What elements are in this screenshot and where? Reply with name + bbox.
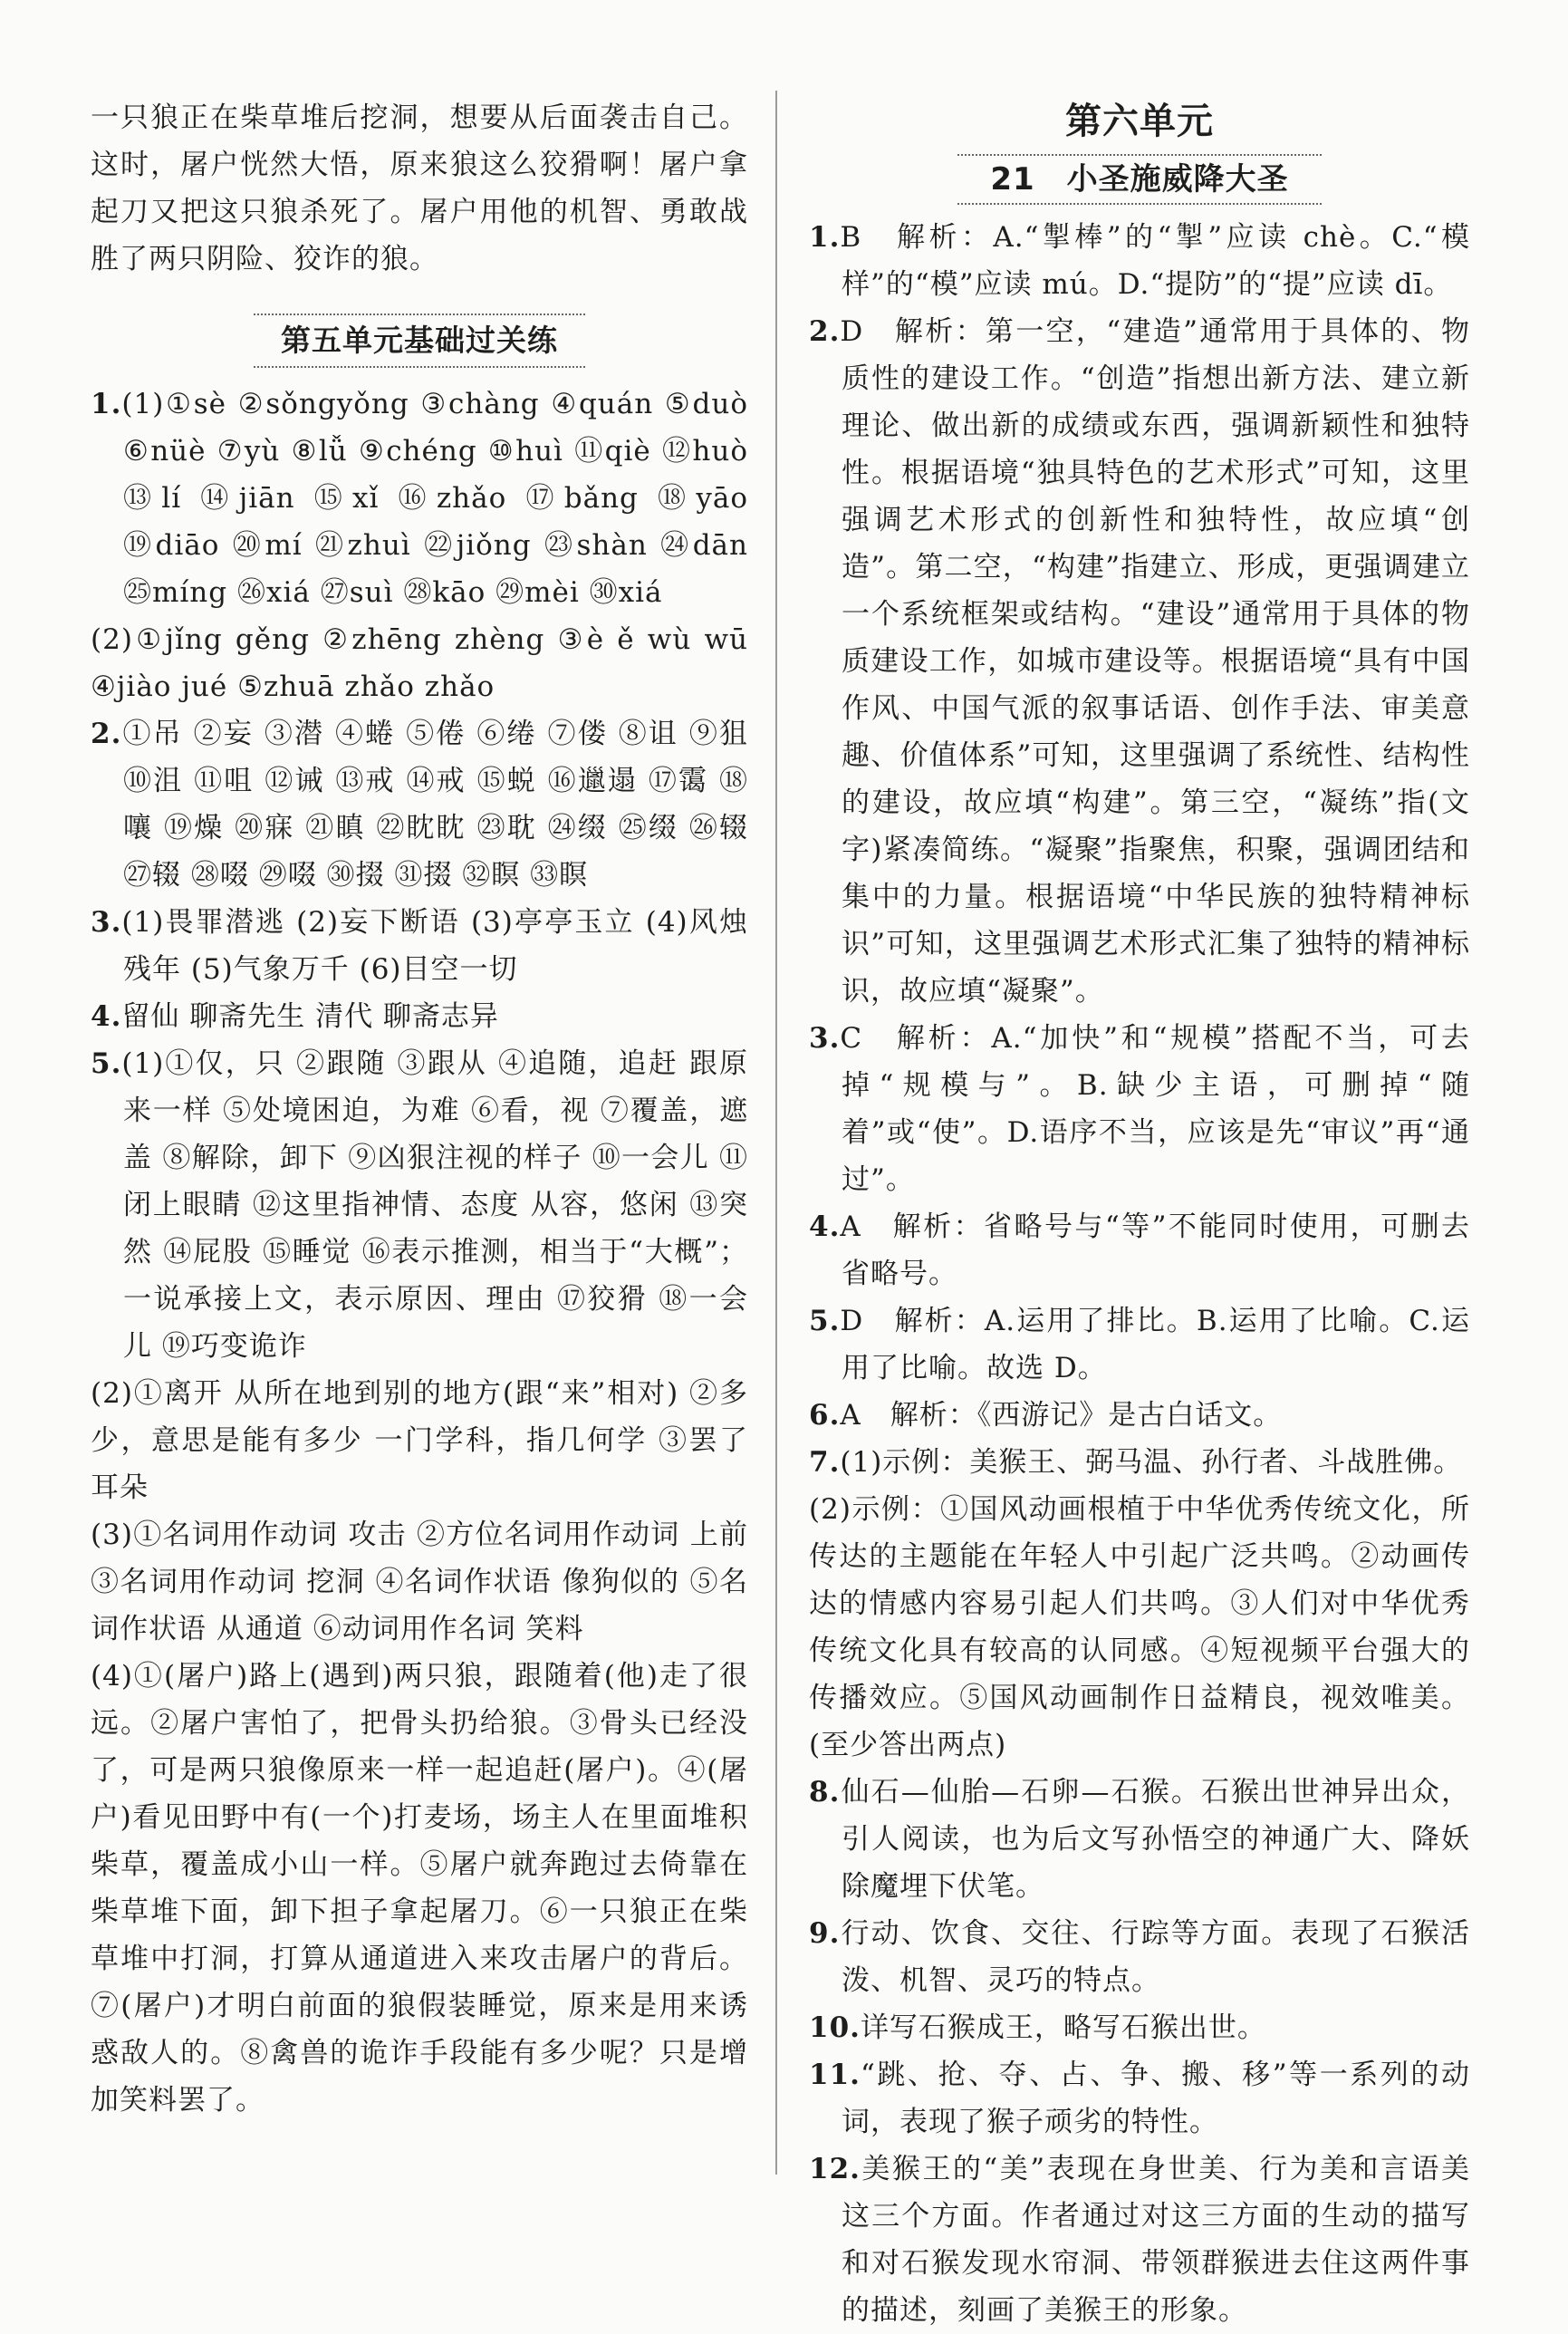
- answer-text: D 解析：A.运用了排比。B.运用了比喻。C.运用了比喻。故选 D。: [840, 1305, 1470, 1384]
- answer-number: 4.: [809, 1210, 841, 1243]
- answer-item: [809, 1297, 1470, 1392]
- answer-item: [91, 899, 748, 993]
- answer-number: 3.: [809, 1022, 841, 1055]
- answer-text: 详写石猴成王，略写石猴出世。: [860, 2011, 1266, 2044]
- answer-number: 1.: [809, 221, 841, 254]
- answer-number: 12.: [809, 2153, 861, 2185]
- answer-number: 5.: [91, 1047, 122, 1080]
- answer-text: A 解析：《西游记》是古白话文。: [840, 1399, 1283, 1432]
- answer-text: 行动、饮食、交往、行踪等方面。表现了石猴活泼、机智、灵巧的特点。: [840, 1917, 1470, 1997]
- answer-text: ①吊 ②妄 ③潜 ④蜷 ⑤倦 ⑥绻 ⑦偻 ⑧诅 ⑨狙 ⑩沮 ⑪咀 ⑫诫 ⑬戒 ⑭戒 ⑮蜕 ⑯邋遢 ⑰霭 ⑱嚷 ⑲燥 ⑳寐 ㉑瞋 ㉒眈眈 ㉓耽 ㉔缀 ㉕缀 ㉖辍 ㉗辍 ㉘啜 ㉙啜 ㉚掇 ㉛掇 ㉜瞑 ㉝瞑: [121, 718, 748, 892]
- answer-number: 5.: [809, 1305, 841, 1337]
- answer-item: [809, 1392, 1470, 1439]
- answer-number: 7.: [809, 1446, 841, 1479]
- answer-subpart: (3)①名词用作动词 攻击 ②方位名词用作动词 上前 ③名词用作动词 挖洞 ④名词作状语 像狗似的 ⑤名词作状语 从通道 ⑥动词用作名词 笑料: [91, 1519, 748, 1645]
- answer-item: [809, 2004, 1470, 2051]
- answer-item: [91, 993, 748, 1040]
- answer-number: 9.: [809, 1917, 841, 1950]
- answer-subpart: (2)示例：①国风动画根植于中华优秀传统文化，所传达的主题能在年轻人中引起广泛共鸣。②动画传达的情感内容易引起人们共鸣。③人们对中华优秀传统文化具有较高的认同感。④短视频平台强大的传播效应。⑤国风动画制作日益精良，视效唯美。(至少答出两点): [809, 1493, 1470, 1761]
- answer-item: [809, 2146, 1470, 2334]
- answer-text: (1)畏罪潜逃 (2)妄下断语 (3)亭亭玉立 (4)风烛残年 (5)气象万千 (6)目空一切: [121, 906, 748, 986]
- answer-item: [809, 308, 1470, 1015]
- intro-paragraph: 一只狼正在柴草堆后挖洞，想要从后面袭击自己。这时，屠户恍然大悟，原来狼这么狡猾啊！屠户拿起刀又把这只狼杀死了。屠户用他的机智、勇敢战胜了两只阴险、狡诈的狼。: [91, 101, 748, 275]
- answer-number: 4.: [91, 1000, 122, 1033]
- answer-item: [809, 2051, 1470, 2146]
- answer-text: (1)①sè ②sǒngyǒng ③chàng ④quán ⑤duò ⑥nüè ⑦yù ⑧lǚ ⑨chéng ⑩huì ⑪qiè ⑫huò ⑬lí ⑭jiān ⑮xǐ ⑯zhǎo ⑰bǎng ⑱yāo ⑲diāo ⑳mí ㉑zhuì ㉒jiǒng ㉓shàn ㉔dān ㉕míng ㉖xiá ㉗suì ㉘kāo ㉙mèi ㉚xiá: [121, 388, 748, 609]
- answer-subpart: (2)①离开 从所在地到别的地方(跟“来”相对) ②多少，意思是能有多少 一门学科，指几何学 ③罢了 耳朵: [91, 1377, 748, 1504]
- section-title-text: 第五单元基础过关练: [254, 313, 585, 368]
- answer-number: 2.: [809, 315, 841, 348]
- answer-number: 11.: [809, 2059, 861, 2091]
- answer-item: [809, 214, 1470, 308]
- answer-item: [809, 1769, 1470, 1910]
- left-answer-list: [91, 381, 748, 2124]
- answer-item: [809, 1910, 1470, 2004]
- answer-item: [809, 1439, 1470, 1486]
- answer-text: C 解析：A.“加快”和“规模”搭配不当，可去掉“规模与”。B.缺少主语，可删掉“随着”或“使”。D.语序不当，应该是先“审议”再“通过”。: [840, 1022, 1470, 1196]
- answer-text: (1)示例：美猴王、弼马温、孙行者、斗战胜佛。: [840, 1446, 1463, 1479]
- answer-text: 美猴王的“美”表现在身世美、行为美和言语美这三个方面。作者通过对这三方面的生动的描写和对石猴发现水帘洞、带领群猴进去住这两件事的描述，刻画了美猴王的形象。: [842, 2153, 1470, 2327]
- answer-text: B 解析：A.“掣棒”的“掣”应读 chè。C.“模样”的“模”应读 mú。D.“提防”的“提”应读 dī。: [840, 221, 1470, 301]
- answer-text: “跳、抢、夺、占、争、搬、移”等一系列的动词，表现了猴子顽劣的特性。: [842, 2059, 1470, 2138]
- answer-number: 8.: [809, 1776, 841, 1808]
- answer-number: 2.: [91, 718, 122, 750]
- answer-text: (1)①仅，只 ②跟随 ③跟从 ④追随，追赶 跟原来一样 ⑤处境困迫，为难 ⑥看，视 ⑦覆盖，遮盖 ⑧解除，卸下 ⑨凶狠注视的样子 ⑩一会儿 ⑪闭上眼睛 ⑫这里指神情、态度 从容，悠闲 ⑬突然 ⑭屁股 ⑮睡觉 ⑯表示推测，相当于“大概”；一说承接上文，表示原因、理由 ⑰狡猾 ⑱一会儿 ⑲巧变诡诈: [121, 1047, 748, 1363]
- lesson-title: [809, 154, 1470, 205]
- answer-number: 10.: [809, 2011, 861, 2044]
- answer-item: [91, 381, 748, 616]
- answer-subpart: (4)①(屠户)路上(遇到)两只狼，跟随着(他)走了很远。②屠户害怕了，把骨头扔给狼。③骨头已经没了，可是两只狼像原来一样一起追赶(屠户)。④(屠户)看见田野中有(一个)打麦场，场主人在里面堆积柴草，覆盖成小山一样。⑤屠户就奔跑过去倚靠在柴草堆下面，卸下担子拿起屠刀。⑥一只狼正在柴草堆中打洞，打算从通道进入来攻击屠户的背后。⑦(屠户)才明白前面的狼假装睡觉，原来是用来诱惑敌人的。⑧禽兽的诡诈手段能有多少呢？只是增加笑料罢了。: [91, 1660, 748, 2117]
- answer-text: 留仙 聊斋先生 清代 聊斋志异: [121, 1000, 499, 1033]
- right-column: [809, 94, 1470, 2334]
- answer-text: 仙石—仙胎—石卵—石猴。石猴出世神异出众，引人阅读，也为后文写孙悟空的神通广大、降妖除魔埋下伏笔。: [840, 1776, 1470, 1903]
- answer-item: [91, 1040, 748, 1370]
- right-answer-list: [809, 214, 1470, 2334]
- answer-number: 3.: [91, 906, 122, 939]
- column-divider: [775, 91, 777, 2175]
- answer-item: [809, 1203, 1470, 1297]
- answer-text: D 解析：第一空，“建造”通常用于具体的、物质性的建设工作。“创造”指想出新方法、建立新理论、做出新的成绩或东西，强调新颖性和独特性。根据语境“独具特色的艺术形式”可知，这里强调艺术形式的创新性和独特性，故应填“创造”。第二空，“构建”指建立、形成，更强调建立一个系统框架或结构。“建设”通常用于具体的物质建设工作，如城市建设等。根据语境“具有中国作风、中国气派的叙事话语、创作手法、审美意趣、价值体系”可知，这里强调了系统性、结构性的建设，故应填“构建”。第三空，“凝练”指(文字)紧凑简练。“凝聚”指聚焦，积聚，强调团结和集中的力量。根据语境“中华民族的独特精神标识”可知，这里强调艺术形式汇集了独特的精神标识，故应填“凝聚”。: [840, 315, 1470, 1008]
- answer-number: 1.: [91, 388, 122, 420]
- answer-item: [809, 1015, 1470, 1203]
- answer-number: 6.: [809, 1399, 841, 1432]
- answer-subpart: (2)①jǐng gěng ②zhēng zhèng ③è ě wù wū ④jiào jué ⑤zhuā zhǎo zhǎo: [91, 623, 748, 703]
- section-title: [91, 313, 748, 368]
- lesson-title-text: 21 小圣施威降大圣: [957, 154, 1321, 205]
- left-column: [91, 94, 748, 2124]
- answer-text: A 解析：省略号与“等”不能同时使用，可删去省略号。: [840, 1210, 1470, 1290]
- answer-item: [91, 710, 748, 899]
- unit-title: 第六单元: [1065, 101, 1214, 142]
